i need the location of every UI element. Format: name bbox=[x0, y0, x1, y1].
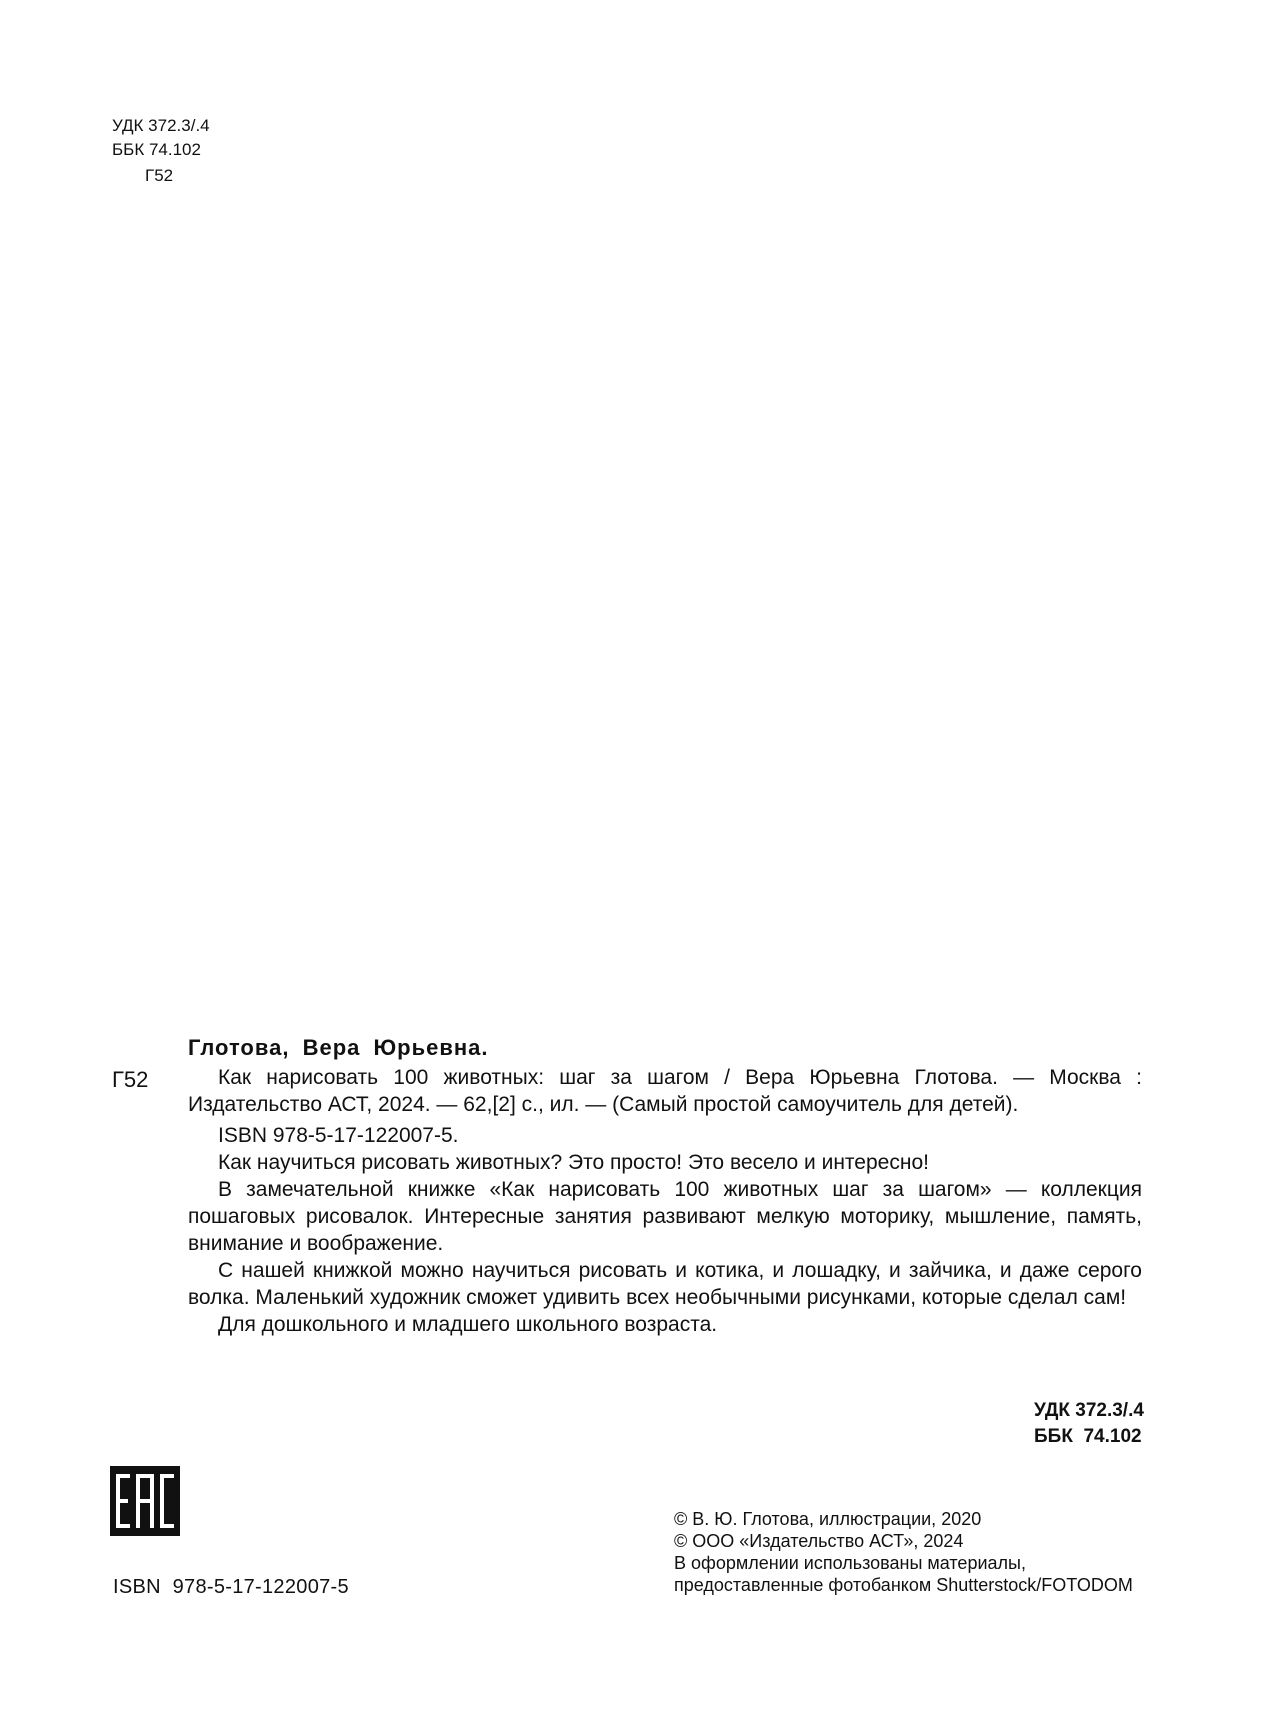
copyright-line-2: © ООО «Издательство АСТ», 2024 bbox=[674, 1531, 964, 1551]
copyright-line-1: © В. Ю. Глотова, иллюстрации, 2020 bbox=[674, 1509, 982, 1529]
bibliographic-entry bbox=[188, 1064, 1142, 1338]
copyright-line-3: В оформлении использованы материалы, bbox=[674, 1553, 1026, 1573]
top-bbk: ББК 74.102 bbox=[112, 140, 201, 159]
entry-author-mark: Г52 bbox=[112, 1067, 149, 1092]
entry-isbn: ISBN 978-5-17-122007-5. bbox=[218, 1124, 459, 1147]
copyright-line-4: предоставленные фотобанком Shutterstock/FOTODOM bbox=[674, 1575, 1133, 1595]
annotation-paragraph-3: С нашей книжкой можно научиться рисовать и котика, и лошадку, и зайчика, и даже серого волка. Маленький художник сможет удивить всех необычными рисунками, которые сделал сам! bbox=[188, 1259, 1142, 1309]
annotation-paragraph-1: Как научиться рисовать животных? Это просто! Это весело и интересно! bbox=[218, 1151, 929, 1174]
annotation-paragraph-2: В замечательной книжке «Как нарисовать 100 животных шаг за шагом» — коллекция пошаговых рисовалок. Интересные занятия развивают мелкую моторику, мышление, память, внимание и воображение. bbox=[188, 1178, 1142, 1255]
audience-note: Для дошкольного и младшего школьного возраста. bbox=[218, 1313, 718, 1336]
bottom-udk: УДК 372.3/.4 bbox=[1034, 1400, 1144, 1421]
title-description: Как нарисовать 100 животных: шаг за шагом / Вера Юрьевна Глотова. — Москва : Издательство АСТ, 2024. — 62,[2] с., ил. — (Самый простой самоучитель для детей). bbox=[188, 1066, 1142, 1116]
eac-mark-icon bbox=[110, 1466, 180, 1536]
isbn-bottom: ISBN 978-5-17-122007-5 bbox=[113, 1576, 349, 1598]
copyright-block bbox=[674, 1508, 1133, 1596]
author-heading: Глотова, Вера Юрьевна. bbox=[188, 1035, 489, 1060]
bottom-classification bbox=[1034, 1398, 1144, 1450]
bottom-bbk: ББК 74.102 bbox=[1034, 1426, 1142, 1447]
top-udk: УДК 372.3/.4 bbox=[112, 116, 210, 135]
top-author-mark: Г52 bbox=[145, 166, 174, 185]
top-classification bbox=[112, 114, 210, 162]
